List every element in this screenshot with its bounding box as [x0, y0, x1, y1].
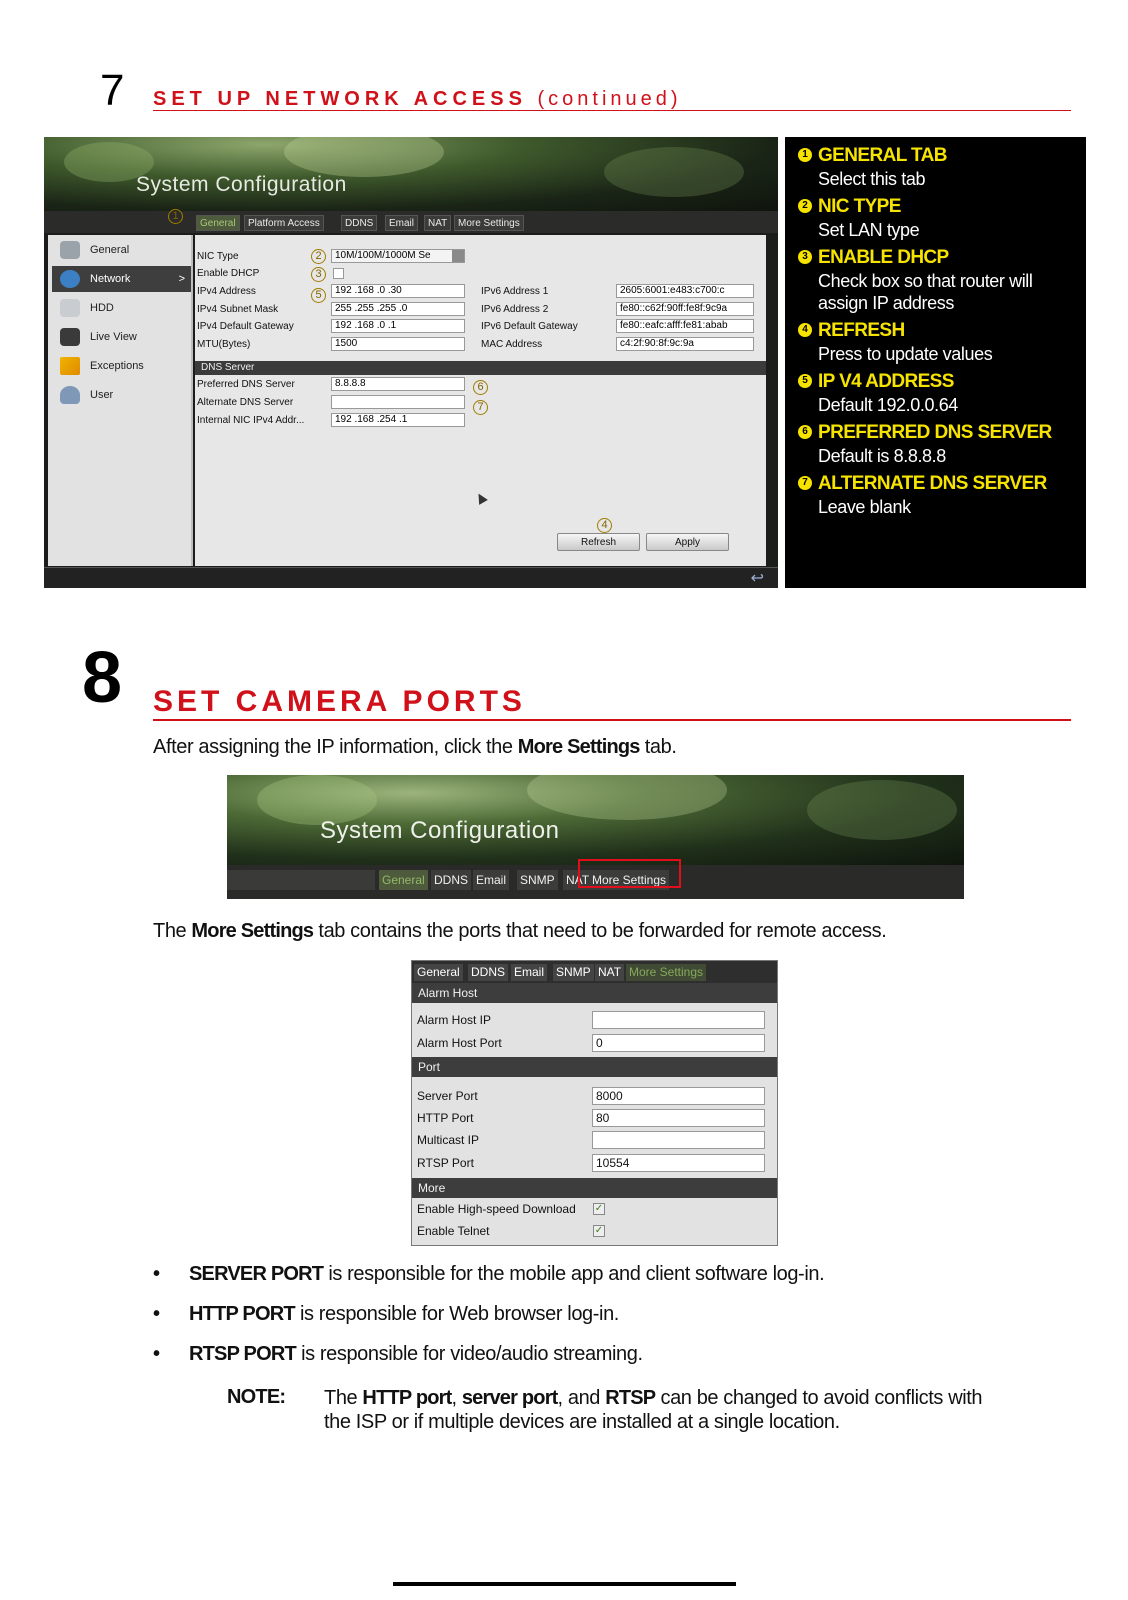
legend-desc-1: Select this tab [818, 169, 926, 189]
tab-email[interactable]: Email [511, 964, 547, 981]
legend-number-4: 4 [798, 323, 812, 337]
section-7-number: 7 [100, 66, 125, 115]
footer-rule [393, 1582, 736, 1586]
section-8-number: 8 [82, 638, 123, 718]
screenshot-title: System Configuration [136, 173, 347, 196]
legend-head-6 [802, 422, 1052, 444]
legend-head-4 [802, 320, 905, 342]
user-icon [60, 386, 80, 404]
tab-more-settings[interactable]: More Settings [454, 215, 524, 231]
monitor-icon [60, 328, 80, 346]
ipv4-address-label: IPv4 Address [197, 286, 256, 297]
callout-5: 5 [311, 288, 326, 303]
note-server-port: server port [461, 1387, 558, 1409]
ipv6-gateway-label: IPv6 Default Gateway [481, 321, 578, 332]
network-config-screenshot [44, 137, 778, 588]
rtsp-port-label: RTSP Port [417, 1156, 474, 1170]
mac-address-input[interactable]: c4:2f:90:8f:9c:9a [616, 337, 754, 351]
sidebar-item-exceptions[interactable] [52, 353, 191, 379]
desc-text-end: tab contains the ports that need to be forwarded for remote access. [313, 920, 887, 942]
sidebar-item-user[interactable] [52, 382, 191, 408]
more-settings-description [153, 919, 886, 943]
legend-head-1 [802, 145, 947, 167]
legend-desc-5: Default 192.0.0.64 [818, 395, 958, 415]
globe-icon [60, 270, 80, 288]
leaf-decoration [604, 147, 744, 197]
legend-desc-4: Press to update values [818, 344, 993, 364]
more-settings-highlight [578, 859, 681, 888]
preferred-dns-input[interactable]: 8.8.8.8 [331, 377, 465, 391]
note-text [324, 1386, 1004, 1434]
legend-head-text: IP V4 ADDRESS [818, 371, 954, 392]
alarm-host-port-label: Alarm Host Port [417, 1036, 502, 1050]
ipv4-subnet-label: IPv4 Subnet Mask [197, 304, 279, 315]
sidebar-item-label: General [90, 244, 130, 256]
server-port-input[interactable]: 8000 [592, 1087, 765, 1105]
section-7-title-suffix: (continued) [537, 88, 682, 110]
http-port-label: HTTP Port [417, 1111, 474, 1125]
legend-head-text: GENERAL TAB [818, 145, 947, 166]
internal-nic-label: Internal NIC IPv4 Addr... [197, 415, 305, 426]
mtu-input[interactable]: 1500 [331, 337, 465, 351]
warning-icon [60, 357, 80, 375]
callout-1: 1 [168, 209, 183, 224]
section-8-rule [153, 719, 1071, 721]
note-text-1: The [324, 1387, 363, 1409]
mac-address-label: MAC Address [481, 339, 543, 350]
ipv4-address-input[interactable]: 192 .168 .0 .30 [331, 284, 465, 298]
alarm-host-section: Alarm Host [412, 983, 778, 1003]
tab-ddns[interactable]: DDNS [431, 870, 471, 890]
enable-telnet-checkbox[interactable]: ✓ [594, 1225, 604, 1236]
tab-ddns[interactable]: DDNS [468, 964, 508, 981]
desc-text-start: The [153, 920, 192, 942]
intro-text-start: After assigning the IP information, click the [153, 736, 518, 758]
note-text-3: , and [557, 1387, 606, 1409]
ipv6-address-2-input[interactable]: fe80::c62f:90ff:fe8f:9c9a [616, 302, 754, 316]
screenshot-title: System Configuration [320, 817, 560, 844]
bullet-text: is responsible for video/audio streaming. [295, 1343, 643, 1365]
callout-4: 4 [597, 518, 612, 533]
gear-icon [60, 241, 80, 259]
tab-general[interactable]: General [379, 870, 428, 890]
leaf-decoration [807, 780, 957, 840]
legend-number-1: 1 [798, 148, 812, 162]
intro-more-settings: More Settings [517, 736, 640, 758]
note-http-port: HTTP port [362, 1387, 452, 1409]
sidebar-item-label: Live View [90, 331, 137, 343]
note-text-2: , [451, 1387, 462, 1409]
callout-7: 7 [473, 400, 488, 415]
sidebar-header [227, 870, 375, 890]
legend-head-text: ALTERNATE DNS SERVER [818, 473, 1047, 494]
legend-head-2 [802, 196, 901, 218]
http-port-input[interactable]: 80 [592, 1109, 765, 1127]
bullet-marker: • [153, 1343, 160, 1365]
legend-head-7 [802, 473, 1047, 495]
bullet-term: HTTP PORT [189, 1303, 295, 1325]
alarm-host-port-input[interactable]: 0 [592, 1034, 765, 1052]
leaf-decoration [527, 775, 727, 820]
dns-server-section: DNS Server [195, 361, 766, 375]
hdd-icon [60, 299, 80, 317]
ipv6-address-2-label: IPv6 Address 2 [481, 304, 549, 315]
enable-dhcp-checkbox[interactable] [333, 268, 344, 279]
note-label: NOTE: [227, 1386, 286, 1408]
tab-more-settings[interactable]: More Settings [589, 870, 669, 890]
nic-type-select[interactable] [331, 249, 465, 263]
enable-dhcp-label: Enable DHCP [197, 268, 260, 279]
legend-head-text: PREFERRED DNS SERVER [818, 422, 1052, 443]
legend-head-3 [802, 247, 949, 269]
tab-general[interactable]: General [414, 964, 463, 981]
tab-snmp[interactable]: SNMP [553, 964, 594, 981]
callout-6: 6 [473, 380, 488, 395]
section-7-title-main: SET UP NETWORK ACCESS [153, 88, 527, 110]
enable-telnet-label: Enable Telnet [417, 1224, 490, 1238]
sidebar-item-label: User [90, 389, 114, 401]
legend-number-3: 3 [798, 250, 812, 264]
ipv4-gateway-input[interactable]: 192 .168 .0 .1 [331, 319, 465, 333]
sidebar-item-label: HDD [90, 302, 114, 314]
callout-3: 3 [311, 267, 326, 282]
section-7-title [153, 88, 682, 111]
bullet-marker: • [153, 1303, 160, 1325]
tab-snmp[interactable]: SNMP [517, 870, 558, 890]
tab-platform-access[interactable]: Platform Access [244, 215, 324, 231]
sidebar-item-label: Exceptions [90, 360, 144, 372]
server-port-label: Server Port [417, 1089, 478, 1103]
sidebar-item-network[interactable] [52, 266, 191, 292]
refresh-button[interactable]: Refresh [557, 533, 640, 551]
screenshot-footer [44, 567, 778, 588]
note-rtsp: RTSP [605, 1387, 656, 1409]
legend-number-6: 6 [798, 425, 812, 439]
callout-legend [785, 137, 1086, 588]
intro-text-end: tab. [639, 736, 677, 758]
multicast-ip-input[interactable] [592, 1131, 765, 1149]
legend-head-text: ENABLE DHCP [818, 247, 949, 268]
mtu-label: MTU(Bytes) [197, 339, 251, 350]
desc-more-settings: More Settings [191, 920, 314, 942]
tab-email[interactable]: Email [473, 870, 509, 890]
more-settings-panel-screenshot [411, 960, 778, 1246]
legend-number-7: 7 [798, 476, 812, 490]
legend-head-text: NIC TYPE [818, 196, 901, 217]
tab-ddns[interactable]: DDNS [341, 215, 377, 231]
chevron-right-icon: > [178, 273, 185, 285]
back-arrow-icon[interactable]: ↩ [750, 570, 764, 587]
ipv6-address-1-input[interactable]: 2605:6001:e483:c700:c [616, 284, 754, 298]
legend-head-text: REFRESH [818, 320, 905, 341]
chevron-down-icon [452, 250, 464, 262]
bullet-term: SERVER PORT [189, 1263, 324, 1285]
tab-email[interactable]: Email [385, 215, 418, 231]
legend-desc-2: Set LAN type [818, 220, 920, 240]
sidebar-item-label: Network [90, 273, 131, 285]
legend-head-5 [802, 371, 954, 393]
preferred-dns-label: Preferred DNS Server [197, 379, 295, 390]
sidebar-item-general[interactable] [52, 237, 191, 263]
alarm-host-ip-label: Alarm Host IP [417, 1013, 492, 1027]
high-speed-download-label: Enable High-speed Download [417, 1202, 576, 1216]
ipv4-gateway-label: IPv4 Default Gateway [197, 321, 294, 332]
section-8-title: SET CAMERA PORTS [153, 685, 526, 718]
legend-desc-6: Default is 8.8.8.8 [818, 446, 946, 466]
alternate-dns-label: Alternate DNS Server [197, 397, 294, 408]
ipv6-gateway-input[interactable]: fe80::eafc:afff:fe81:abab [616, 319, 754, 333]
bullet-text: is responsible for Web browser log-in. [294, 1303, 619, 1325]
tab-more-settings[interactable]: More Settings [626, 964, 706, 981]
sidebar [48, 235, 193, 566]
sidebar-item-live-view[interactable] [52, 324, 191, 350]
callout-2: 2 [311, 249, 326, 264]
tab-nat[interactable]: NAT [595, 964, 624, 981]
rtsp-port-input[interactable]: 10554 [592, 1154, 765, 1172]
high-speed-download-checkbox[interactable]: ✓ [594, 1203, 604, 1214]
section-8-intro [153, 735, 677, 759]
note-text-4: can be changed to avoid conflicts with the ISP or if multiple devices are installed at a single location. [324, 1387, 983, 1433]
section-7-rule [153, 110, 1071, 111]
tab-nat[interactable]: NAT [563, 870, 592, 890]
leaf-decoration [284, 137, 444, 177]
apply-button[interactable]: Apply [646, 533, 729, 551]
bullet-marker: • [153, 1263, 160, 1285]
legend-desc-3: Check box so that router will assign IP address [818, 271, 1033, 313]
more-section: More [412, 1178, 778, 1198]
port-section: Port [412, 1057, 778, 1077]
internal-nic-input[interactable]: 192 .168 .254 .1 [331, 413, 465, 427]
tab-nat[interactable]: NAT [424, 215, 451, 231]
bullet-term: RTSP PORT [189, 1343, 296, 1365]
sidebar-item-hdd[interactable] [52, 295, 191, 321]
nic-type-value: 10M/100M/1000M Se [335, 250, 431, 261]
nic-type-label: NIC Type [197, 251, 239, 262]
multicast-ip-label: Multicast IP [417, 1133, 480, 1147]
legend-desc-7: Leave blank [818, 497, 911, 517]
alternate-dns-input[interactable] [331, 395, 465, 409]
legend-number-5: 5 [798, 374, 812, 388]
tab-general[interactable]: General [196, 215, 240, 231]
ipv4-subnet-input[interactable]: 255 .255 .255 .0 [331, 302, 465, 316]
bullet-text: is responsible for the mobile app and client software log-in. [323, 1263, 825, 1285]
legend-number-2: 2 [798, 199, 812, 213]
ipv6-address-1-label: IPv6 Address 1 [481, 286, 549, 297]
alarm-host-ip-input[interactable] [592, 1011, 765, 1029]
